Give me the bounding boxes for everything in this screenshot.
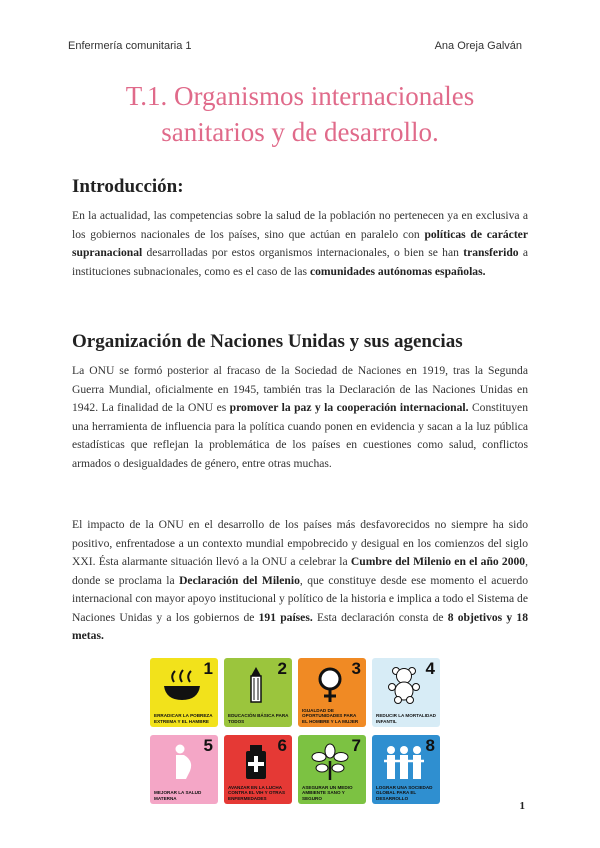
goal-tile-3: [298, 658, 366, 727]
female-symbol-icon: [308, 666, 352, 704]
onu-p2-text-2: , donde se proclama la: [72, 555, 528, 587]
pencil-icon: [234, 666, 278, 704]
goal-label: IGUALDAD DE OPORTUNIDADES PARA EL HOMBRE Y LA MUJER: [302, 707, 359, 724]
onu-paragraph-1: [72, 362, 528, 473]
people-group-icon: [382, 743, 426, 781]
intro-bold-1: políticas de carácter supranacional: [72, 227, 528, 259]
goal-tile-7: [298, 735, 366, 804]
goal-label: ASEGURAR UN MEDIO AMBIENTE SANO Y SEGURO: [302, 784, 353, 801]
onu-p1-text-1: La ONU se formó posterior al fracaso de la Sociedad de Naciones en 1919, tras la Segunda Guerra Mundial, oficialmente en 1945, también tras la Declaración de las Naciones Unidas en 1942. La finalidad de la ONU es: [72, 364, 528, 414]
goal-label: MEJORAR LA SALUD MATERNA: [154, 790, 202, 801]
goal-label: AVANZAR EN LA LUCHA CONTRA EL VIH Y OTRAS ENFERMEDADES: [228, 784, 286, 801]
title-line-1: T.1. Organismos internacionales: [125, 81, 475, 111]
goal-number: 7: [351, 736, 361, 755]
goal-label: REDUCIR LA MORTALIDAD INFANTIL: [376, 713, 436, 724]
goal-number: 3: [351, 659, 361, 678]
header-course: Enfermería comunitaria 1: [68, 40, 192, 52]
header-author: Ana Oreja Galván: [434, 40, 522, 52]
goal-number: 5: [203, 736, 213, 755]
goal-tile-1: [150, 658, 218, 727]
onu-p2-bold-1: Cumbre del Milenio en el año 2000: [350, 555, 526, 568]
goal-number: 8: [425, 736, 435, 755]
title-line-2: sanitarios y de desarrollo.: [161, 117, 439, 147]
onu-p2-bold-3: 191 países.: [258, 610, 313, 624]
goal-tile-4: [372, 658, 440, 727]
onu-p2-text-3: , que constituye desde ese momento el acuerdo internacional con mayor apoyo institucional y político de la historia e implica a todo el Sistema de Naciones Unidas y a los gobiernos de: [72, 573, 528, 624]
goal-label: EDUCACIÓN BÁSICA PARA TODOS: [228, 713, 289, 724]
onu-p1-bold-1: promover la paz y la cooperación internacional.: [229, 401, 469, 414]
onu-heading: Organización de Naciones Unidas y sus agencias: [72, 331, 463, 352]
goal-number: 1: [203, 659, 213, 678]
goal-tile-8: [372, 735, 440, 804]
onu-p2-text-1: El impacto de la ONU en el desarrollo de los países más desfavorecidos no siempre ha sido positivo, enfrentadose a un contexto mundial empobrecido y desigual en los comienzos del siglo XXI. Ésta alarmante situación llevó a la ONU a celebrar la: [72, 518, 528, 568]
goal-number: 6: [277, 736, 287, 755]
intro-bold-2: transferido: [463, 246, 519, 259]
onu-p2-text-4: Esta declaración consta de: [312, 610, 448, 624]
goal-tile-2: [224, 658, 292, 727]
goal-label: ERRADICAR LA POBREZA EXTREMA Y EL HAMBRE: [154, 713, 213, 724]
bowl-icon: [160, 666, 204, 704]
intro-text-2: desarrolladas por estos organismos internacionales, o bien se han: [142, 246, 464, 259]
medicine-bottle-icon: [234, 743, 278, 781]
intro-paragraph: [72, 207, 528, 281]
onu-p1-text-2: Constituyen una herramienta de influencia para la política cuando ponen en evidencia y sacan a la luz pública estadísticas que reflejan la problemática de los países en cuestiones como salud, conflictos armados o desigualdades de género, entre otras muchas.: [72, 401, 528, 470]
goal-number: 4: [425, 659, 435, 678]
millennium-goals-graphic: [150, 658, 442, 804]
onu-paragraph-2: [72, 516, 528, 646]
tree-icon: [308, 743, 352, 781]
intro-text-1: En la actualidad, las competencias sobre la salud de la población no pertenecen ya en exclusiva a los gobiernos nacionales de los países, sino que actúan en paralelo con: [72, 209, 528, 241]
pregnant-woman-icon: [160, 743, 204, 781]
onu-p2-bold-2: Declaración del Milenio: [179, 573, 300, 587]
intro-text-3: a instituciones subnacionales, como es el caso de las: [72, 246, 529, 278]
goal-label: LOGRAR UNA SOCIEDAD GLOBAL PARA EL DESARROLLO: [376, 784, 433, 801]
goal-tile-5: [150, 735, 218, 804]
page-number: 1: [519, 800, 525, 812]
page-title: [60, 78, 540, 150]
onu-p2-bold-4: 8 objetivos y 18 metas.: [72, 610, 528, 642]
goal-number: 2: [277, 659, 287, 678]
intro-heading: Introducción:: [72, 176, 184, 197]
intro-bold-3: comunidades autónomas españolas.: [309, 264, 486, 278]
teddy-bear-icon: [382, 666, 426, 704]
goal-tile-6: [224, 735, 292, 804]
